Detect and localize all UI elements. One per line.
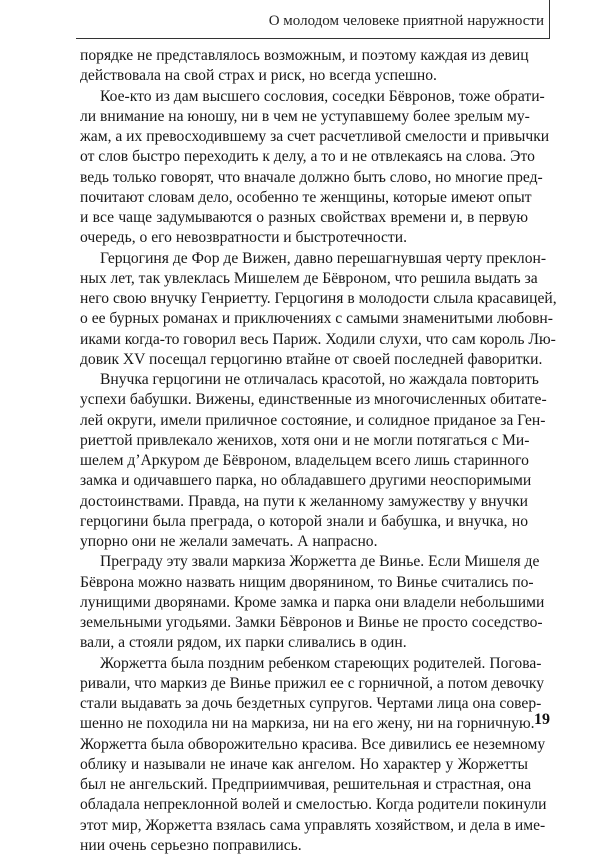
- text-line: и все чаще задумываются о разных свойствах времени и, в первую: [80, 209, 528, 226]
- text-line: риеттой привлекало женихов, хотя они и не могли потягаться с Ми-: [80, 431, 530, 449]
- text-line: довик XV посещал герцогиню втайне от своей последней фаворитки.: [80, 350, 543, 368]
- text-line: Преграду эту звали маркиза Жоржетта де Винье. Если Мишеля де: [100, 553, 540, 571]
- text-line: иками когда-то говорил весь Париж. Ходили слухи, что сам король Лю-: [80, 330, 556, 348]
- text-line: достоинствами. Правда, на пути к желанному замужеству у внучки: [80, 492, 528, 510]
- text-line: о ее бурных романах и приключениях с самыми знаменитыми любовн-: [80, 310, 553, 328]
- text-line: действовала на свой страх и риск, но всегда успешно.: [80, 67, 437, 85]
- text-line: облику и называли не иначе как ангелом. Но характер у Жоржетты: [80, 755, 528, 773]
- text-line: замка и одичавшего парка, но обладавшего другими неоспоримыми: [80, 472, 532, 490]
- text-line: лей округи, имели приличное состояние, и солидное приданое за Ген-: [80, 411, 546, 429]
- page-number: 19: [534, 711, 550, 728]
- text-line: Герцогиня де Фор де Вижен, давно перешагнувшая черту преклон-: [100, 249, 547, 267]
- text-line: вали, а стояли рядом, их парки сливались в один.: [80, 634, 407, 652]
- text-line: шелем д’Аркуром де Бёвроном, владельцем всего лишь старинного: [80, 452, 529, 469]
- text-line: ных лет, так увлеклась Мишелем де Бёвроном, что решила выдать за: [80, 269, 538, 287]
- text-line: этот мир, Жоржетта взялась сама управлять хозяйством, и дела в име-: [80, 816, 546, 834]
- text-line: нии очень серьезно поправились.: [80, 836, 302, 854]
- running-header: О молодом человеке приятной наружности: [268, 13, 544, 29]
- text-line: ведь только говорят, что вначале должно быть слово, но многие пред-: [80, 168, 543, 186]
- text-line: ривали, что маркиз де Винье прижил ее с горничной, а потом девочку: [80, 674, 545, 692]
- text-line: Жоржетта была поздним ребенком стареющих родителей. Погова-: [100, 654, 542, 672]
- text-line: земельными угодьями. Замки Бёвронов и Винье не просто соседство-: [80, 614, 543, 631]
- text-line: почитают словам дело, особенно те женщины, которые имеют опыт: [80, 188, 532, 206]
- header-rule: [76, 38, 550, 39]
- text-line: лунищими дворянами. Кроме замка и парка они владели небольшими: [80, 593, 545, 611]
- text-line: герцогини была преграда, о которой знали и бабушка, и внучка, но: [80, 512, 528, 530]
- text-line: очередь, о его невозвратности и быстротечности.: [80, 229, 407, 247]
- text-line: был не ангельский. Предприимчивая, решительная и страстная, она: [80, 776, 532, 793]
- text-line: упорно они не желали замечать. А напрасно.: [80, 533, 378, 550]
- text-line: стали выдавать за дочь бездетных супругов. Чертами лица она совер-: [80, 695, 542, 712]
- text-line: порядке не представлялось возможным, и поэтому каждая из девиц: [80, 47, 529, 64]
- text-line: Жоржетта была обворожительно красива. Все дивились ее неземному: [80, 735, 546, 753]
- text-line: успехи бабушки. Вижены, единственные из многочисленных обитате-: [80, 391, 547, 409]
- text-line: жам, а их превосходившему за счет расчетливой смелости и привычки: [80, 128, 550, 145]
- text-line: ли внимание на юношу, ни в чем не уступавшему более зрелым му-: [80, 107, 530, 125]
- header-rule-tick: [549, 0, 550, 39]
- text-line: от слов быстро переходить к делу, а то и не отвлекаясь на слова. Это: [80, 148, 535, 166]
- text-line: Кое-кто из дам высшего сословия, соседки Бёвронов, тоже обрати-: [100, 87, 545, 105]
- text-line: него свою внучку Генриетту. Герцогиня в молодости слыла красавицей,: [80, 290, 557, 307]
- text-line: Внучка герцогини не отличалась красотой, но жаждала повторить: [100, 371, 539, 388]
- text-line: обладала непреклонной волей и смелостью. Когда родители покинули: [80, 796, 547, 814]
- text-line: Бёврона можно назвать нищим дворянином, то Винье считались по-: [80, 573, 534, 591]
- text-line: шенно не походила ни на маркиза, ни на его жену, ни на горничную.: [80, 715, 535, 733]
